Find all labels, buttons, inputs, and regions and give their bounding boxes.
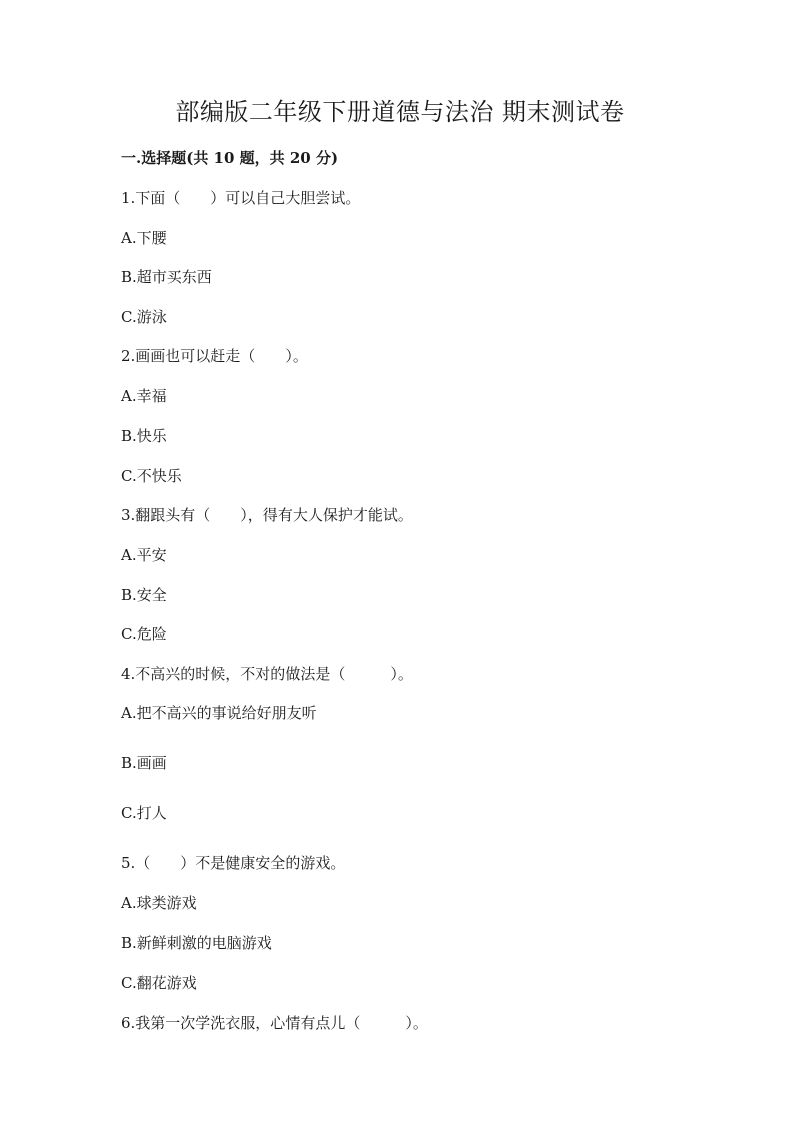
question-2-option-a: A.幸福 [121, 387, 167, 405]
question-3-stem: 3.翻跟头有（ ），得有大人保护才能试。 [121, 506, 413, 524]
question-3-option-a: A.平安 [121, 546, 167, 564]
question-5-option-b: B.新鲜刺激的电脑游戏 [121, 934, 272, 952]
question-5-option-a: A.球类游戏 [121, 894, 197, 912]
question-4-stem: 4.不高兴的时候，不对的做法是（ ）。 [121, 665, 413, 683]
question-1-option-a: A.下腰 [121, 229, 167, 247]
question-1-option-c: C.游泳 [121, 308, 167, 326]
question-2-stem: 2.画画也可以赶走（ ）。 [121, 347, 308, 365]
question-4-option-c: C.打人 [121, 804, 167, 822]
question-4-option-b: B.画画 [121, 754, 167, 772]
question-3-option-b: B.安全 [121, 586, 167, 604]
question-1-stem: 1.下面（ ）可以自己大胆尝试。 [121, 189, 361, 207]
exam-title: 部编版二年级下册道德与法治 期末测试卷 [175, 98, 625, 126]
question-5-stem: 5.（ ）不是健康安全的游戏。 [121, 854, 346, 872]
question-3-option-c: C.危险 [121, 625, 167, 643]
question-2-option-c: C.不快乐 [121, 467, 182, 485]
question-1-option-b: B.超市买东西 [121, 268, 212, 286]
question-2-option-b: B.快乐 [121, 427, 167, 445]
question-4-option-a: A.把不高兴的事说给好朋友听 [121, 704, 317, 722]
question-5-option-c: C.翻花游戏 [121, 974, 197, 992]
section-heading-multiple-choice: 一.选择题(共 10 题，共 20 分) [121, 149, 339, 167]
question-6-stem: 6.我第一次学洗衣服，心情有点儿（ ）。 [121, 1014, 428, 1032]
